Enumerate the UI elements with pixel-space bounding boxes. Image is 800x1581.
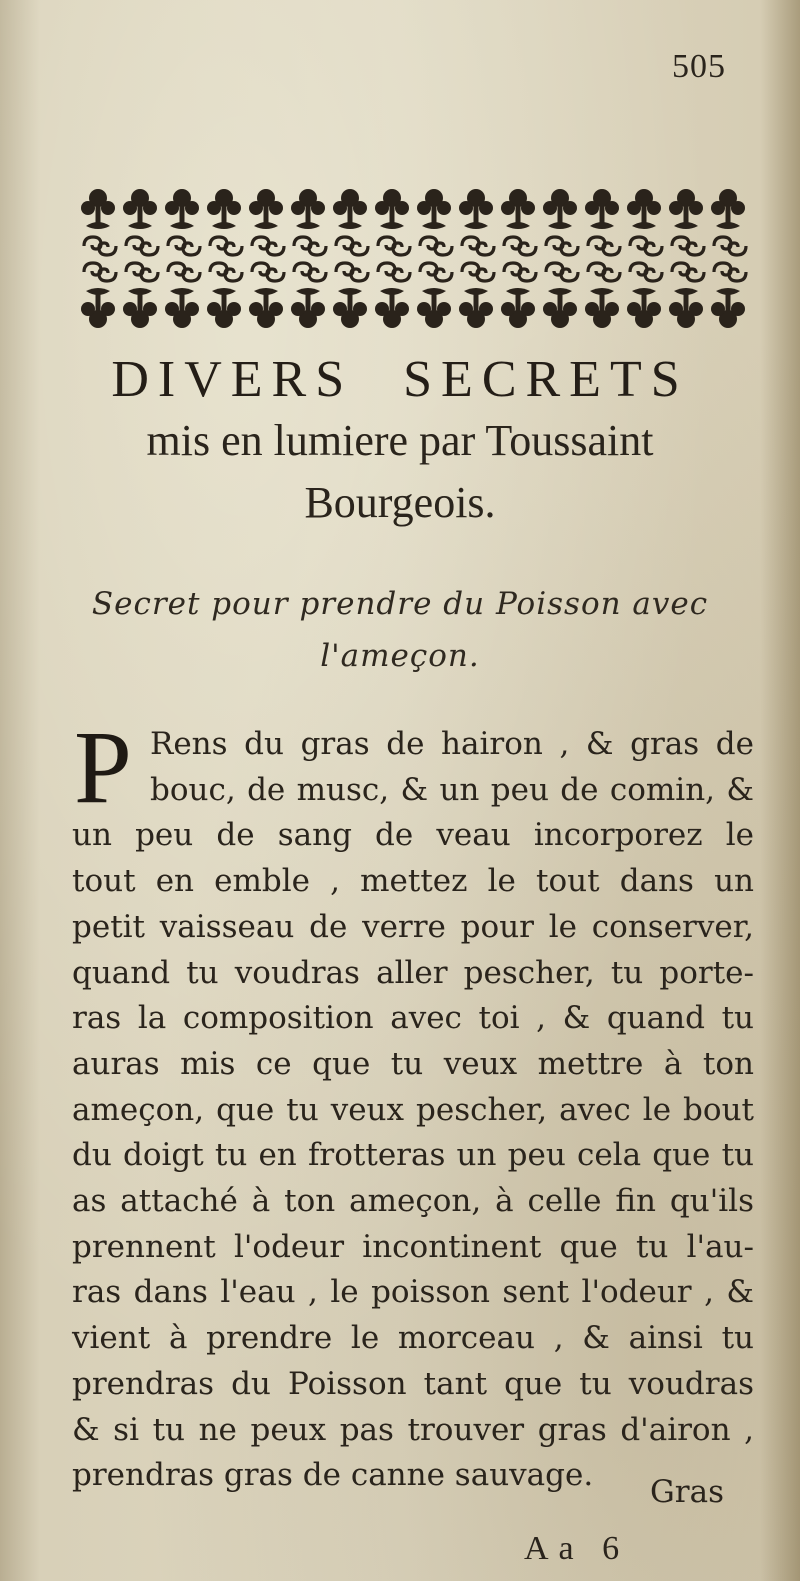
page-number: 505 <box>672 48 726 85</box>
text-line: ras dans l'eau , le poisson sent l'odeur , & <box>72 1274 754 1311</box>
text-line: Rens du gras de hairon , & gras de <box>150 726 754 762</box>
text-line: tout en emble , mettez le tout dans un <box>72 863 754 900</box>
text-line: prennent l'odeur incontinent que tu l'au- <box>72 1228 754 1265</box>
text-line: un peu de sang de veau incorporez le <box>72 817 754 854</box>
text-line: & si tu ne peux pas trouver gras d'airon , <box>72 1411 754 1448</box>
text-line: prendras gras de canne sauvage. <box>72 1457 594 1494</box>
text-line: auras mis ce que tu veux mettre à ton <box>72 1045 754 1082</box>
section-heading-line: Secret pour prendre du Poisson avec <box>91 586 709 622</box>
body-paragraph <box>72 710 754 1499</box>
text-line: as attaché à ton ameçon, à celle fin qu'ils <box>72 1183 754 1220</box>
page-subtitle <box>0 410 800 534</box>
text-line: bouc, de musc, & un peu de comin, & <box>150 771 754 808</box>
text-line: petit vaisseau de verre pour le conserver, <box>72 908 754 945</box>
section-heading <box>0 578 800 682</box>
fleuron-ornament-icon <box>78 186 748 331</box>
subtitle-line: Bourgeois. <box>304 478 496 527</box>
text-line: vient à prendre le morceau , & ainsi tu <box>72 1320 754 1357</box>
text-line: ameçon, que tu veux pescher, avec le bout <box>72 1091 754 1128</box>
drop-capital: P <box>74 710 132 825</box>
section-heading-line: l'ameçon. <box>320 638 480 674</box>
signature-mark: Aa 6 <box>524 1530 630 1567</box>
page-title: DIVERS SECRETS <box>111 351 689 408</box>
text-line: du doigt tu en frotteras un peu cela que tu <box>72 1137 754 1174</box>
printers-ornament-band <box>78 186 748 331</box>
subtitle-line: mis en lumiere par Toussaint <box>146 416 654 465</box>
catchword: Gras <box>650 1474 724 1510</box>
text-line: ras la composition avec toi , & quand tu <box>72 1000 754 1037</box>
text-line: quand tu voudras aller pescher, tu porte- <box>72 954 754 991</box>
text-line: prendras du Poisson tant que tu voudras <box>72 1365 754 1402</box>
